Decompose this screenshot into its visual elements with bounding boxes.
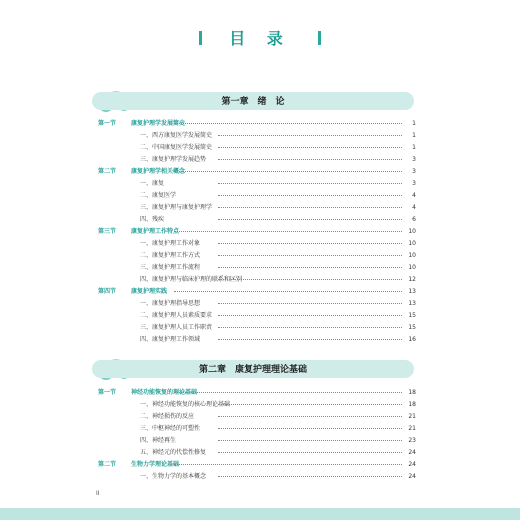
section-number: 第二节 [98,461,117,468]
page-number-ref: 6 [412,216,416,223]
bottom-band [0,508,520,520]
item-title: 二、神经损伤的反应 [140,413,195,420]
page-title: 目 录 [229,29,291,48]
page-number-ref: 3 [412,168,416,175]
dot-leader [174,291,402,292]
dot-leader [218,315,402,316]
section-number: 第一节 [98,120,117,127]
item-title: 二、康复护理人员素质要求 [140,312,213,319]
dot-leader [218,303,402,304]
dot-leader [174,231,402,232]
toc-item-row[interactable] [98,435,416,447]
dot-leader [218,327,402,328]
page-number-ref: 10 [408,228,416,235]
toc-section-row[interactable] [98,118,416,130]
chapter-title: 第一章 绪 论 [221,97,285,107]
item-title: 二、中国康复医学发展简史 [140,144,213,151]
page-number-ref: 24 [408,461,416,468]
section-title: 康复护理实践 [131,288,168,295]
chapter-heading [92,92,414,110]
section-title: 康复护理学发展简史 [131,120,186,127]
item-title: 三、康复护理人员工作职责 [140,324,213,331]
item-title: 一、神经功能恢复的核心理论基础 [140,401,231,408]
page-number-ref: 23 [408,437,416,444]
item-title: 一、康复护理工作对象 [140,240,201,247]
page-number-ref: 10 [408,252,416,259]
page-number-ref: 3 [412,180,416,187]
chapter-title: 第二章 康复护理理论基础 [198,365,307,375]
dot-leader [218,135,402,136]
page-number-ref: 4 [412,192,416,199]
toc-item-row[interactable] [98,202,416,214]
dot-leader [218,452,402,453]
section-number: 第二节 [98,168,117,175]
section-number: 第一节 [98,389,117,396]
dot-leader [218,255,402,256]
toc-section-row[interactable] [98,226,416,238]
toc-section-row[interactable] [98,387,416,399]
dot-leader [218,219,402,220]
item-title: 四、康复护理工作领域 [140,336,201,343]
title-left-bar [199,31,202,45]
dot-leader [174,171,402,172]
page-number-ref: 1 [412,132,416,139]
dot-leader [218,243,402,244]
dot-leader [218,207,402,208]
section-title: 康复护理工作特点 [131,228,180,235]
dot-leader [218,404,402,405]
section-title: 生物力学理论基础 [131,461,180,468]
toc-item-row[interactable] [98,250,416,262]
dot-leader [174,123,402,124]
toc-section-row[interactable] [98,459,416,471]
chapter-heading [92,360,414,378]
dot-leader [218,183,402,184]
item-title: 三、康复护理学发展趋势 [140,156,207,163]
toc-item-row[interactable] [98,154,416,166]
section-title: 神经功能恢复的理论基础 [131,389,198,396]
page-number-ref: 3 [412,156,416,163]
item-title: 四、康复护理与临床护理的联系和区别 [140,276,243,283]
toc-item-row[interactable] [98,298,416,310]
toc-item-row[interactable] [98,423,416,435]
item-title: 四、残疾 [140,216,165,223]
item-title: 四、神经再生 [140,437,177,444]
toc-item-row[interactable] [98,322,416,334]
toc-item-row[interactable] [98,334,416,346]
page-number-ref: 21 [408,413,416,420]
page-number-ref: 21 [408,425,416,432]
page-number-ref: 10 [408,264,416,271]
dot-leader [218,476,402,477]
item-title: 一、西方康复医学发展简史 [140,132,213,139]
page-number-ref: 10 [408,240,416,247]
toc-chapter-1 [98,118,416,346]
page-number-ref: 4 [412,204,416,211]
item-title: 二、康复护理工作方式 [140,252,201,259]
section-number: 第三节 [98,228,117,235]
dot-leader [218,147,402,148]
dot-leader [174,464,402,465]
dot-leader [218,279,402,280]
page-number: II [96,490,100,497]
toc-section-row[interactable] [98,166,416,178]
item-title: 二、康复医学 [140,192,177,199]
toc-item-row[interactable] [98,411,416,423]
page-number-ref: 18 [408,389,416,396]
toc-item-row[interactable] [98,142,416,154]
item-title: 三、康复护理与康复护理学 [140,204,213,211]
page-number-ref: 12 [408,276,416,283]
section-number: 第四节 [98,288,117,295]
toc-item-row[interactable] [98,262,416,274]
dot-leader [218,416,402,417]
toc-item-row[interactable] [98,274,416,286]
item-title: 三、中枢神经的可塑性 [140,425,201,432]
toc-section-row[interactable] [98,286,416,298]
toc-item-row[interactable] [98,214,416,226]
page-number-ref: 13 [408,300,416,307]
item-title: 五、神经元的代偿性修复 [140,449,207,456]
toc-item-row[interactable] [98,447,416,459]
page-number-ref: 24 [408,473,416,480]
toc-item-row[interactable] [98,178,416,190]
page-number-ref: 1 [412,120,416,127]
page-number-ref: 18 [408,401,416,408]
toc-chapter-2 [98,387,416,483]
toc-item-row[interactable] [98,238,416,250]
page-number-ref: 1 [412,144,416,151]
toc-item-row[interactable] [98,190,416,202]
page-number-ref: 13 [408,288,416,295]
item-title: 一、康复 [140,180,165,187]
title-right-bar [318,31,321,45]
dot-leader [218,195,402,196]
toc-item-row[interactable] [98,399,416,411]
page-number-ref: 15 [408,324,416,331]
page-number-ref: 24 [408,449,416,456]
dot-leader [174,392,402,393]
toc-item-row[interactable] [98,471,416,483]
section-title: 康复护理学相关概念 [131,168,186,175]
dot-leader [218,159,402,160]
page-number-ref: 15 [408,312,416,319]
dot-leader [218,267,402,268]
dot-leader [218,440,402,441]
dot-leader [218,339,402,340]
page-number-ref: 16 [408,336,416,343]
dot-leader [218,428,402,429]
item-title: 三、康复护理工作流程 [140,264,201,271]
page-header [0,26,520,49]
item-title: 一、生物力学的基本概念 [140,473,207,480]
toc-item-row[interactable] [98,130,416,142]
item-title: 一、康复护理指导思想 [140,300,201,307]
toc-item-row[interactable] [98,310,416,322]
